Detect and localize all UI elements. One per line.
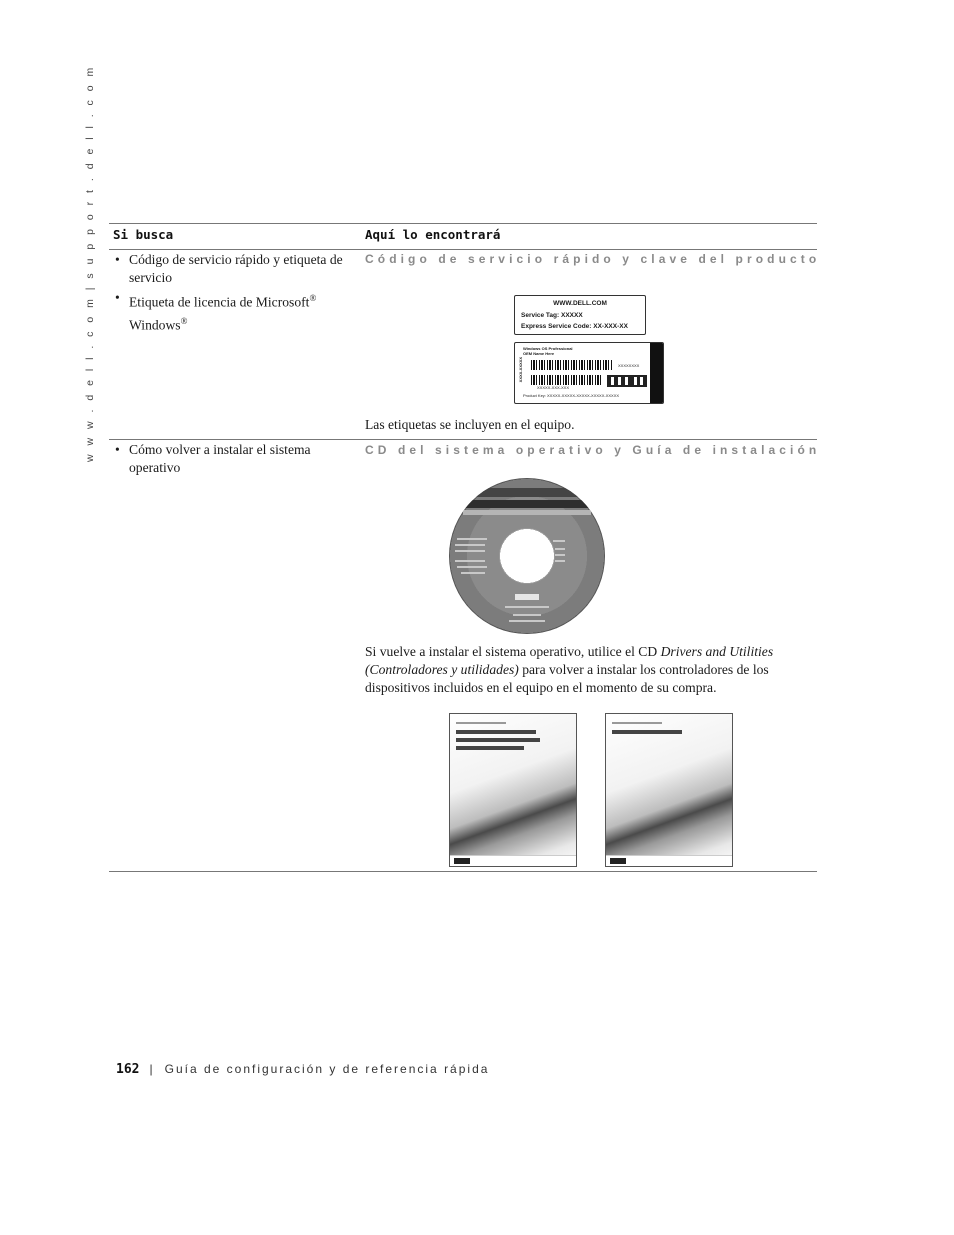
- label-os: Windows OS Professional OEM Name Here: [523, 346, 573, 356]
- list-item: • Etiqueta de licencia de Microsoft® Windows®: [115, 289, 363, 334]
- dell-logo-icon: [610, 858, 626, 864]
- label-side-text: XXXX-XXXXX: [518, 357, 523, 383]
- row2-list: [115, 441, 363, 479]
- table-bottom-rule: [109, 871, 817, 872]
- section-title-os-cd: CD del sistema operativo y Guía de instalación: [365, 443, 821, 457]
- label-service-tag: Service Tag: XXXXX: [521, 312, 583, 319]
- footer-title: Guía de configuración y de referencia rápida: [164, 1062, 490, 1076]
- footer-separator: |: [149, 1062, 155, 1076]
- row-rule: [109, 439, 817, 440]
- xp-setup-guide-image: [449, 713, 577, 867]
- header-rule: [109, 249, 817, 250]
- labels-caption: Las etiquetas se incluyen en el equipo.: [365, 417, 575, 432]
- barcode-2: [531, 375, 601, 385]
- page-number: 162: [116, 1062, 140, 1077]
- label-stripe: [650, 343, 663, 403]
- service-tag-label: [514, 295, 646, 335]
- dell-logo-icon: [515, 594, 539, 600]
- os-cd-image: [449, 478, 605, 634]
- label-site: WWW.DELL.COM: [553, 300, 607, 307]
- row1-list: [115, 251, 363, 336]
- section-title-service-code: Código de servicio rápido y clave del producto: [365, 252, 821, 266]
- windows-logo-icon: [607, 375, 647, 387]
- barcode-1: [531, 360, 613, 370]
- dell-logo-icon: [454, 858, 470, 864]
- col-header-aqui: Aquí lo encontrará: [365, 227, 501, 242]
- installation-guide-image: [605, 713, 733, 867]
- sidebar-url: w w w . d e l l . c o m | s u p p o r t . d e l l . c o m: [84, 64, 96, 462]
- label-express-code: Express Service Code: XX-XXX-XX: [521, 323, 628, 330]
- table-top-rule: [109, 223, 817, 224]
- label-code2: XXXXX-XXX-XXX: [537, 385, 570, 390]
- list-item: • Cómo volver a instalar el sistema operativo: [115, 441, 363, 477]
- page-footer: [116, 1062, 489, 1077]
- col-header-si-busca: Si busca: [113, 227, 174, 242]
- label-product-key: Product Key: XXXXX-XXXXX-XXXXX-XXXXX-XXXXX: [523, 393, 620, 398]
- list-item: • Código de servicio rápido y etiqueta de servicio: [115, 251, 363, 287]
- reinstall-paragraph: Si vuelve a instalar el sistema operativo, utilice el CD Drivers and Utilities (Controladores y utilidades) para volver a instalar los controladores de los dispositivos incluidos en el equipo en el momento de su compra.: [365, 644, 774, 695]
- label-code1: XXXXXXXX: [618, 363, 640, 368]
- license-label: [514, 342, 664, 404]
